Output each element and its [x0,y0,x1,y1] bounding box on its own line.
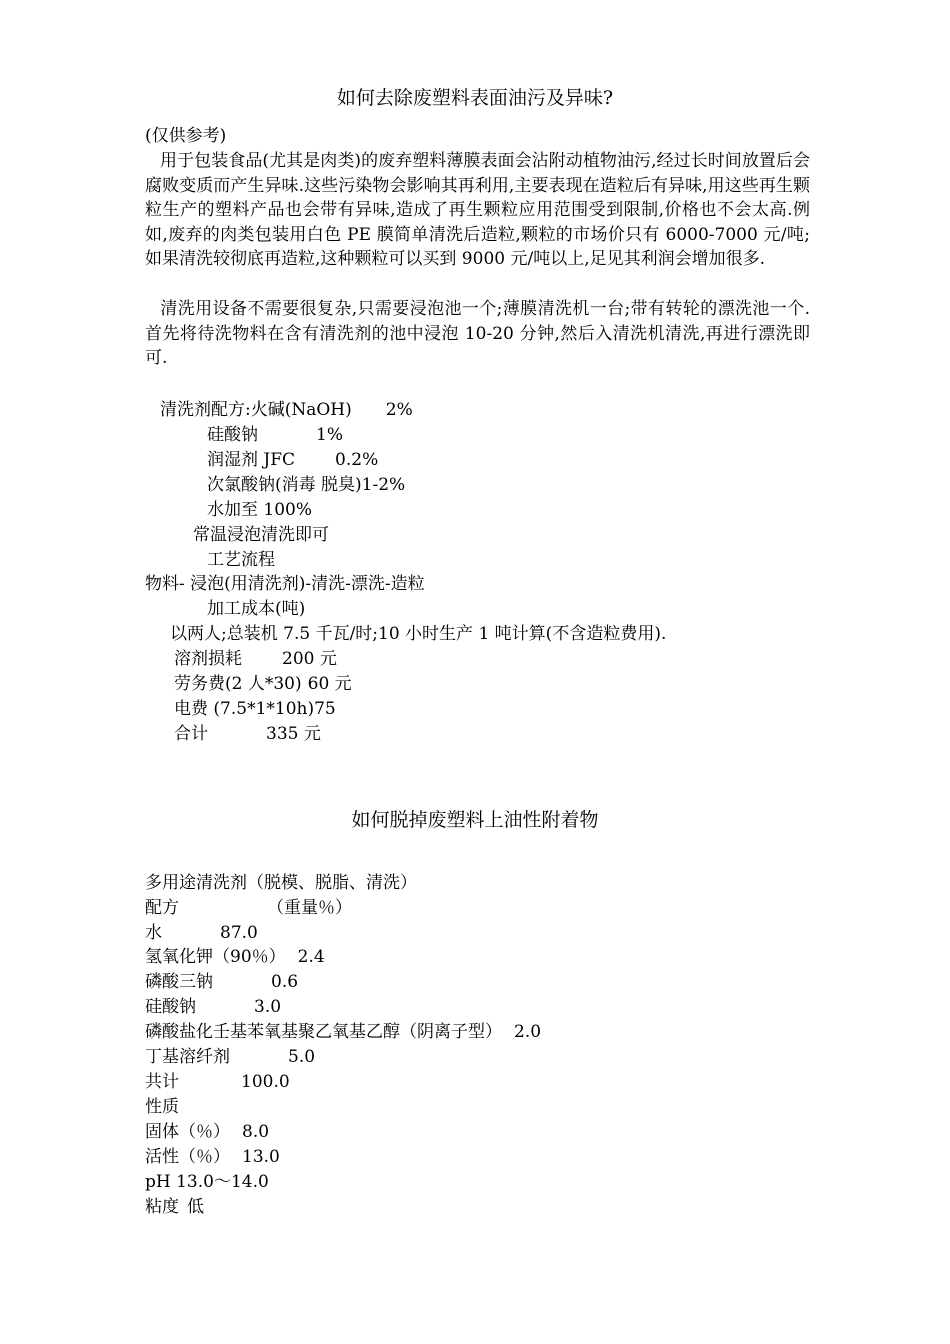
ingredient-name: 磷酸三钠 [145,972,213,992]
ingredient-name: 丁基溶纤剂 [145,1047,230,1067]
property-row [145,1170,269,1194]
process-flow: 物料- 浸泡(用清洗剂)-清洗-漂洗-造粒 [145,574,425,594]
ingredient-name: 共计 [145,1072,179,1092]
ingredient-name: 磷酸盐化壬基苯氧基聚乙氧基乙醇（阴离子型） [145,1022,502,1042]
formula-first-line [160,398,413,422]
paragraph1-text: 用于包装食品(尤其是肉类)的废弃塑料薄膜表面会沾附动植物油污,经过长时间放置后会腐败变质而产生异味.这些污染物会影响其再利用,主要表现在造粒后有异味,用这些再生颗粒生产的塑料产品也会带有异味,造成了再生颗粒应用范围受到限制,价格也不会太高.例如,废弃的肉类包装用白色 PE 膜简单清洗后造粒,颗粒的市场价只有 6000-7000 元/吨;如果清洗较彻底再造粒,这种颗粒可以买到 9000 元/吨以上,足见其利润会增加很多. [145,151,810,269]
paragraph2-text: 清洗用设备不需要很复杂,只需要浸泡池一个;薄膜清洗机一台;带有转轮的漂洗池一个.首先将待洗物料在含有清洗剂的池中浸泡 10-20 分钟,然后入清洗机清洗,再进行漂洗即可. [145,299,810,368]
property-row [145,1120,269,1144]
formula-header [145,896,352,920]
cost-item-name: 电费 (7.5*1*10h)75 [174,699,336,719]
formula-item-value: 0.2% [335,450,379,470]
cost-item-value: 335 元 [266,724,321,744]
formula-first-value: 2% [385,400,413,420]
cost-basis: 以两人;总装机 7.5 千瓦/时;10 小时生产 1 吨计算(不含造粒费用). [170,624,667,644]
cost-item-value: 200 元 [282,649,337,669]
formula-item [207,423,343,447]
cost-label: 加工成本(吨) [207,599,306,619]
process-label: 工艺流程 [207,550,275,570]
ingredient-value: 3.0 [254,997,282,1017]
ingredient-row [145,995,281,1019]
property-value: 13.0 [242,1147,280,1167]
property-name: pH 13.0～14.0 [145,1172,269,1192]
cost-item-value: 60 元 [307,674,352,694]
property-row [145,1145,280,1169]
formula-item-name: 润湿剂 JFC [207,450,296,470]
property-value: 8.0 [242,1122,270,1142]
formula-item [207,448,378,472]
formula-item-value: 1% [316,425,343,445]
ingredient-row [145,1020,541,1044]
ingredient-value: 100.0 [241,1072,290,1092]
ingredient-value: 2.0 [514,1022,542,1042]
formula-item [207,473,405,497]
ingredient-value: 5.0 [288,1047,316,1067]
section2-product: 多用途清洗剂（脱模、脱脂、清洗） [145,873,417,893]
section1-paragraph1 [145,149,810,272]
formula-label: 清洗剂配方:火碱(NaOH) [160,400,352,420]
property-name: 固体（％） [145,1122,230,1142]
section1-paragraph2 [145,297,810,371]
properties-label: 性质 [145,1097,179,1117]
ingredient-value: 2.4 [297,947,325,967]
ingredient-row [145,1045,315,1069]
cost-item [174,647,337,671]
property-name: 粘度 [145,1197,179,1217]
cost-item-name: 合计 [174,724,208,744]
formula-item [207,498,312,522]
ingredient-row [145,945,325,969]
section2-title: 如何脱掉废塑料上油性附着物 [351,809,599,831]
formula-item-name: 硅酸钠 [207,425,258,445]
formula-header-unit: （重量％） [267,898,352,918]
section1-note: (仅供参考) [145,126,227,146]
ingredient-name: 氢氧化钾（90％） [145,947,286,967]
cost-item [174,672,352,696]
ingredient-row [145,1070,290,1094]
section1-title: 如何去除废塑料表面油污及异味? [336,87,614,109]
cost-item [174,697,336,721]
formula-item-name: 次氯酸钠(消毒 脱臭)1-2% [207,475,406,495]
formula-item-name: 水加至 100% [207,500,313,520]
property-name: 活性（％） [145,1147,230,1167]
property-row [145,1195,204,1219]
ingredient-row [145,970,298,994]
ingredient-name: 水 [145,923,162,943]
formula-header-label: 配方 [145,898,179,918]
ingredient-row [145,921,258,945]
formula-note: 常温浸泡清洗即可 [193,525,329,545]
ingredient-name: 硅酸钠 [145,997,196,1017]
property-value: 低 [187,1197,204,1217]
cost-item-name: 劳务费(2 人*30) [174,674,302,694]
ingredient-value: 87.0 [220,923,258,943]
cost-item [174,722,321,746]
ingredient-value: 0.6 [271,972,299,992]
cost-item-name: 溶剂损耗 [174,649,242,669]
